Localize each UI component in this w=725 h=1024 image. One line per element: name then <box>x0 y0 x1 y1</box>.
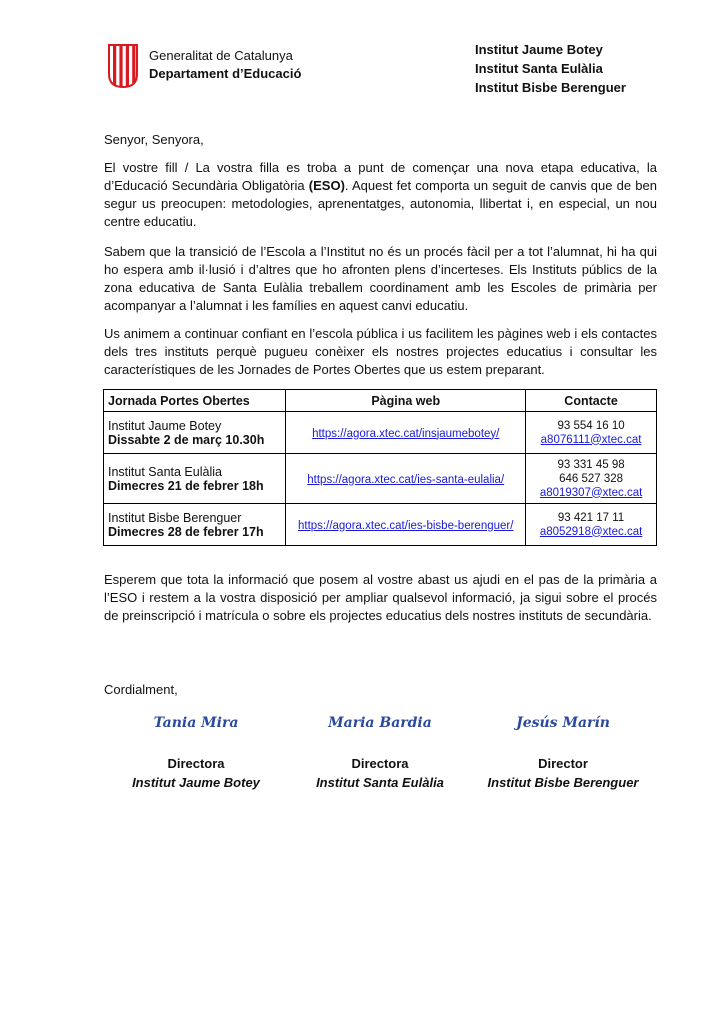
table-row <box>104 454 657 504</box>
event-cell <box>104 504 286 546</box>
column-header: Jornada Portes Obertes <box>104 390 286 412</box>
signer-role: Directora <box>351 756 409 771</box>
web-cell <box>286 504 526 546</box>
schools-header <box>475 40 626 97</box>
table-row <box>104 504 657 546</box>
event-date: Dissabte 2 de març 10.30h <box>108 432 265 447</box>
contact-cell <box>526 504 657 546</box>
signer-institution: Institut Bisbe Berenguer <box>487 775 639 790</box>
open-days-table <box>103 389 657 546</box>
eso-bold: (ESO) <box>308 178 345 193</box>
handwritten-signature: Tania Mira <box>153 715 239 731</box>
handwritten-signature: Jesús Marín <box>516 715 610 731</box>
school-website-link[interactable]: https://agora.xtec.cat/ies-santa-eulalia/ <box>307 473 505 486</box>
web-cell <box>286 454 526 504</box>
event-cell <box>104 412 286 454</box>
event-cell <box>104 454 286 504</box>
web-cell <box>286 412 526 454</box>
paragraph-invitation: Us animem a continuar confiant en l’escola pública i us facilitem les pàgines web i els contactes dels tres instituts perquè pugueu conèixer els nostres projectes educatius i consultar les característiques de les Jornades de Portes Obertes que us estem preparant. <box>104 326 657 377</box>
signature-column <box>468 710 658 792</box>
signature-column <box>285 710 475 792</box>
signature-column <box>101 710 291 792</box>
closing: Cordialment, <box>104 682 178 697</box>
handwritten-signature: Maria Bardia <box>328 715 432 731</box>
phone-number: 93 331 45 98 <box>557 458 625 471</box>
org-name: Generalitat de Catalunya <box>149 48 293 63</box>
signer-role: Director <box>538 756 588 771</box>
phone-number: 93 421 17 11 <box>557 511 625 524</box>
event-date: Dimecres 21 de febrer 18h <box>108 478 264 493</box>
signer-role: Directora <box>167 756 225 771</box>
column-header: Pàgina web <box>286 390 526 412</box>
greeting: Senyor, Senyora, <box>104 132 204 147</box>
contact-cell <box>526 412 657 454</box>
signer-institution: Institut Jaume Botey <box>132 775 260 790</box>
generalitat-logo <box>108 44 301 88</box>
school-name: Institut Jaume Botey <box>108 418 222 433</box>
paragraph-closing-info: Esperem que tota la informació que posem al vostre abast us ajudi en el pas de la primària a l’ESO i restem a la vostra disposició per ampliar qualsevol informació, ja sigui sobre el procés de preinscripció i matrícula o sobre els projectes educatius dels nostres instituts de secundària. <box>104 572 657 623</box>
school-name: Institut Jaume Botey <box>475 42 603 57</box>
column-header: Contacte <box>526 390 657 412</box>
table-header-row <box>104 390 657 412</box>
phone-number: 646 527 328 <box>559 472 624 485</box>
paragraph-transition: Sabem que la transició de l’Escola a l’Institut no és un procés fàcil per a tot l’alumnat, hi ha qui ho espera amb il·lusió i d’altres que ho afronten plens d’incerteses. Els Instituts públics de la zona educativa de Santa Eulàlia treballem coordinament amb les Escoles de primària per acompanyar a l’alumnat i les famílies en aquest canvi educatiu. <box>104 244 657 313</box>
department-name: Departament d’Educació <box>149 66 302 81</box>
paragraph-intro: El vostre fill / La vostra filla es troba a punt de començar una nova etapa educativa, la d’Educació Secundària Obligatòria (ESO). Aquest fet comporta un seguit de canvis que de ben segur us preocupen: metodologies, aprenentatges, autonomia, llibertat i, en especial, un nou centre educatiu. <box>104 160 657 229</box>
school-name: Institut Bisbe Berenguer <box>108 510 242 525</box>
email-link[interactable]: a8076111@xtec.cat <box>540 433 642 446</box>
school-name: Institut Bisbe Berenguer <box>475 80 626 95</box>
contact-cell <box>526 454 657 504</box>
table-row <box>104 412 657 454</box>
signer-institution: Institut Santa Eulàlia <box>316 775 444 790</box>
event-date: Dimecres 28 de febrer 17h <box>108 524 264 539</box>
school-name: Institut Santa Eulàlia <box>108 464 222 479</box>
school-website-link[interactable]: https://agora.xtec.cat/ies-bisbe-berenguer/ <box>298 519 514 532</box>
school-website-link[interactable]: https://agora.xtec.cat/insjaumebotey/ <box>312 427 500 440</box>
catalan-flag-icon <box>108 44 138 88</box>
email-link[interactable]: a8052918@xtec.cat <box>539 525 643 538</box>
phone-number: 93 554 16 10 <box>557 419 625 432</box>
email-link[interactable]: a8019307@xtec.cat <box>539 486 643 499</box>
school-name: Institut Santa Eulàlia <box>475 61 603 76</box>
